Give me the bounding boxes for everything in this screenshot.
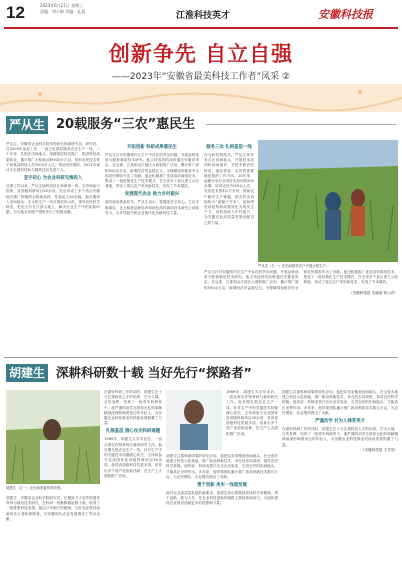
ornament-icon [0, 84, 402, 112]
article1-name-tag: 严从生 [6, 116, 48, 134]
article2-pull-box [166, 390, 222, 450]
article2-column-2 [104, 390, 162, 570]
newspaper-logo: 安徽科技报 [318, 8, 373, 21]
article1-lead: 严从生，安徽省农业科学院作物研究所副研究员，研究员。自2003年参加工作，一直立足基层服务农业生产一线，二十年来，扎根在田间地头，深耕基层科技推广，推进科技成果转化，累计推广水稻新品种500多万亩，培训农民技术骨干和基层科技人员7000多人次，带动农民增收，2021年被评为全国科技助力精准扶贫先进个人。 [6, 142, 100, 173]
article2-section-body: 面对农业高质量发展的新要求，胡建生表示将继续发扬科学家精神，勇于创新，敢为人先，在农业科技创新的道路上继续探索前行，为加快建设农业强省贡献更多的智慧和力量。 [166, 491, 278, 506]
newspaper-header [0, 0, 402, 30]
article1-headline-bar [6, 116, 396, 134]
decorative-band [0, 84, 402, 112]
article2-continued-body: 1989年，胡建生大学毕业后，一直从事农作物育种与栽培研究工作。他长期扎根农业生产一线，针对生产中的关键技术问题潜心攻关，主持和参与完成国家及省级科研项目30余项，获得省部级科技奖励多项，培育出多个高产优质新品种，在生产上大面积推广应用。 [226, 390, 278, 436]
article1-continued-body: 严从生针对安徽稻作区生产中存在的突出问题，开展品种选育与配套栽培技术研究。他主持选育的品种通过安徽省审定，在沿淮、江淮和沿江地区大面积推广应用，累计推广面积500余万亩，新增经济效益数亿元，为保障国家粮食安全和农民增收作出了贡献。他还积极推广优质高效栽培技术，集成了一批轻简化生产技术模式，在全省多个县区建立示范基地，带动了周边农户采用新技术，实现了节本增效。 [204, 270, 398, 290]
article1-section-body: 面对新形势新任务，严从生表示，将继续坚守初心，立足本职岗位，在水稻新品种选育和绿色高效栽培技术研究上持续发力，为乡村振兴和农业现代化贡献科技力量。 [105, 200, 199, 215]
article2-section-body: 1989年，胡建生大学毕业后，一直从事农作物育种与栽培研究工作。他长期扎根农业生产一线，针对生产中的关键技术问题潜心攻关，主持和参与完成国家及省级科研项目30余项，获得省部级科技奖励多项，培育出多个高产优质新品种，在生产上大面积推广应用。 [104, 437, 162, 478]
article1-column-4 [204, 270, 398, 350]
article2-intro-body: 在做好科研工作的同时，胡建生还十分注重科技人才的培养，甘为人梯，言传身教，培养了一批青年科研骨干。他严谨的治学态度和无私的奉献精神深深影响着身边的年轻人，为安徽农业科技事业的持续发展积蓄了力量。 [104, 390, 162, 426]
article1-column-2 [105, 142, 199, 354]
header-rule [4, 27, 398, 29]
article2-section-title: 勇于创新 务实一线谋发展 [197, 483, 247, 489]
article2-section-title: 扎根基层 潜心攻关科研难题 [105, 429, 161, 435]
article1-headline: 20载服务“三农”惠民生 [56, 117, 196, 132]
field-portrait-photo [6, 390, 100, 484]
article2-section-body: 在做好科研工作的同时，胡建生还十分注重科技人才的培养，甘为人梯，言传身教，培养了一批青年科研骨干。他严谨的治学态度和无私的奉献精神深深影响着身边的年轻人，为安徽农业科技事业的持续发展积蓄了力量。 [282, 427, 398, 447]
article1-section-body: 作为科技特派员，严从生常年奔走在田间地头，开展技术培训和现场指导，手把手教农民种田。他经常说：农民的需要就是我的工作方向。20年来，他累计举办各类技术培训班200余期，培训农民7000余人次，发放技术资料2万多份，帮助农户解决生产难题，被农民亲切地称为“泥腿子专家”。他始终坚持把科研成果转化为现实生产力，用科技助力乡村振兴，为安徽农业高质量发展贡献自己的力量。 [204, 153, 254, 225]
article2-byline: （安徽科技报 王学英） [360, 447, 398, 452]
article1-section-title: 开拓创新 科研成果惠民生 [127, 145, 177, 150]
article2-section-body: 胡建生注重科研成果的转化应用，他把实验室搬到田间地头，在全省多地建立科技示范基地，推广新品种新技术，举办技术培训班，指导农民科学种植。他常说：科研成果只有走出实验室、走进农民的田间地头，才能真正发挥作用。多年来，他带领团队累计推广新品种新技术数百万亩，为农民增收、农业增效做出了贡献。 [166, 454, 278, 479]
article2-section-title: 严谨治学 甘为人梯育英才 [315, 419, 365, 425]
article2-photo [6, 390, 100, 484]
headline-rule [206, 124, 396, 125]
article2-section-body: 胡建生注重科研成果的转化应用，他把实验室搬到田间地头，在全省多地建立科技示范基地，推广新品种新技术，举办技术培训班，指导农民科学种植。他常说：科研成果只有走出实验室、走进农民的田间地头，才能真正发挥作用。多年来，他带领团队累计推广新品种新技术数百万亩，为农民增收、农业增效做出了贡献。 [282, 390, 398, 415]
page-number: 12 [6, 3, 25, 22]
article2-column-3b [226, 390, 278, 452]
feature-title: 创新争先 自立自强 [108, 42, 294, 66]
article1-byline: （安徽科技报 朱晓丽 张山青） [348, 290, 398, 295]
portrait-illustration [166, 390, 222, 450]
article1-section-title: 发展现代农业 助力乡村振兴 [124, 192, 180, 198]
rice-field-photo [258, 140, 398, 262]
article2-name-tag: 胡建生 [6, 364, 48, 382]
article2-lead: 胡建生，安徽省农业科学院研究员，长期致力于农作物遗传育种与栽培技术研究，在科研一线默默耕耘数十载，取得了一批重要科技成果。他以只争朝夕的精神，当好农业科技创新的先行者和探路者，为安徽现代农业发展做出了突出贡献。 [6, 496, 100, 521]
article-divider [4, 357, 398, 358]
header-meta [40, 3, 85, 15]
article2-column-1 [6, 496, 100, 570]
article1-section-body: 从事工作以来，严从生始终坚持在科研第一线，主持和参与国家、省部级科研项目20余项，先后育成了多个适合安徽地区推广种植的水稻新品种，发表论文40余篇。他长期深入田间地头，在水稻生产一线开展试验示范，指导农民科学种田，把论文写在江淮大地上，解决农业生产中的实际问题，为当地农民增产增收作出了积极贡献。 [6, 184, 100, 215]
article2-column-4 [282, 390, 398, 570]
article1-photo-caption: 严从生（右一）在田间指导农户开展水稻生产。 [258, 264, 330, 268]
article1-section-body: 严从生针对安徽稻作区生产中存在的突出问题，开展品种选育与配套栽培技术研究。他主持选育的品种通过安徽省审定，在沿淮、江淮和沿江地区大面积推广应用，累计推广面积500余万亩，新增经济效益数亿元，为保障国家粮食安全和农民增收作出了贡献。他还积极推广优质高效栽培技术，集成了一批轻简化生产技术模式，在全省多个县区建立示范基地，带动了周边农户采用新技术，实现了节本增效。 [105, 153, 199, 189]
article1-photo [258, 140, 398, 262]
section-title: 江淮科技英才 [176, 11, 231, 21]
article1-column-3 [204, 142, 254, 260]
article1-column-1 [6, 142, 100, 354]
feature-subtitle: ——2023年“安徽省最美科技工作者”风采 ② [111, 72, 291, 82]
article2-column-3 [166, 454, 278, 570]
editor-credits: 责编：刘小敏 美编：孔晨 [40, 9, 86, 14]
article2-headline-bar [0, 360, 402, 386]
article2-headline: 深耕科研数十载 当好先行“探路者” [56, 365, 252, 380]
issue-date: 2023年6月21日 星期三 [40, 3, 84, 8]
article2-photo-caption: 胡建生（左一）在田间查看作物长势。 [6, 486, 64, 490]
article1-section-title: 服务三农 扎根基层一线 [206, 145, 252, 150]
article1-section-title: 坚守初心 为农业科研无悔投入 [23, 176, 83, 182]
